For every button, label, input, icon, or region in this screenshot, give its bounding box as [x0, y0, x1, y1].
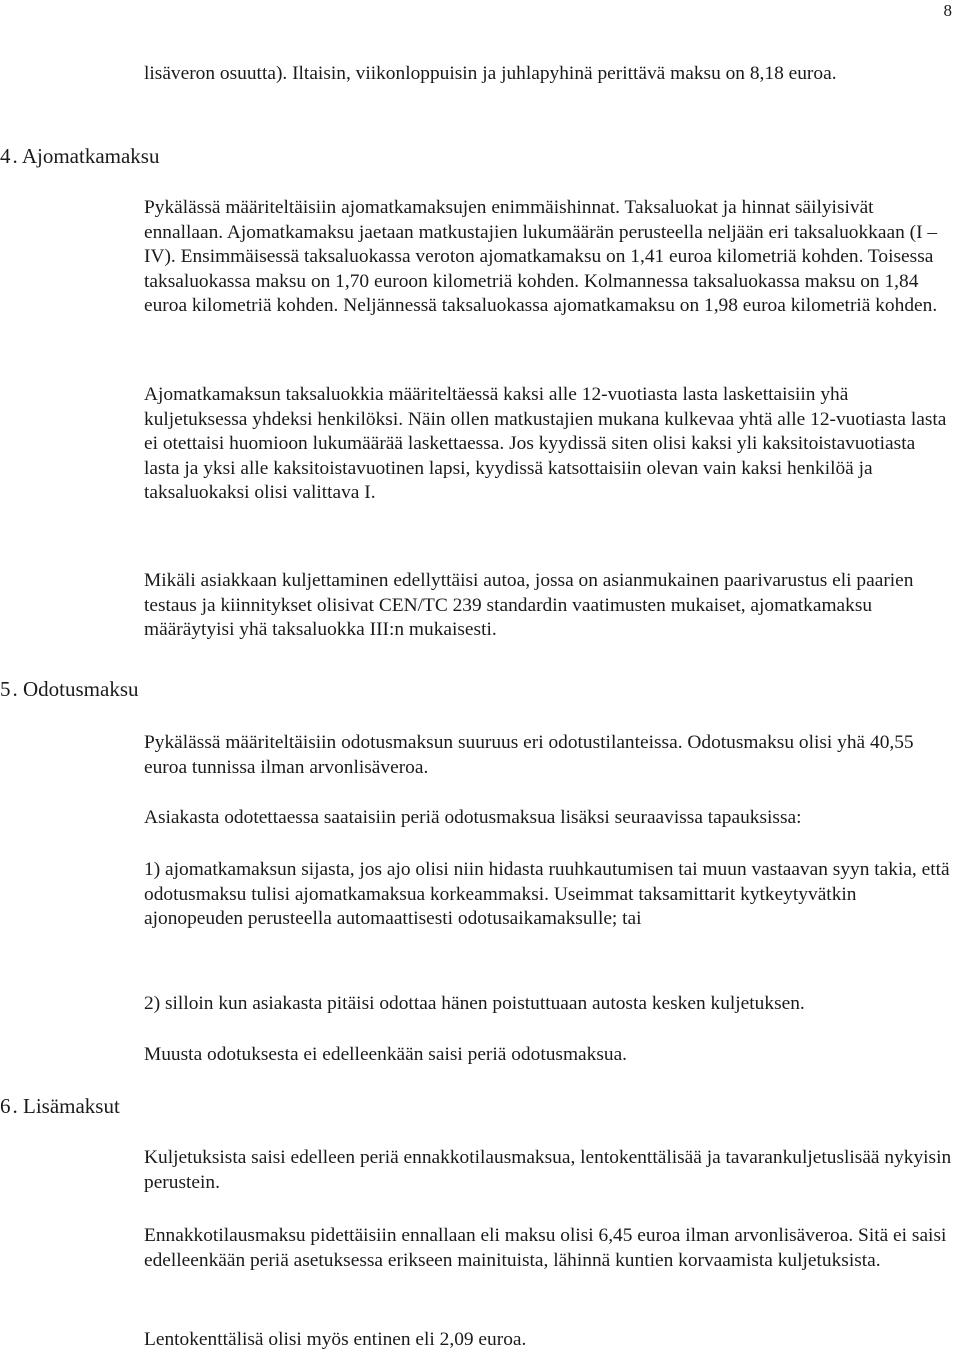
section-number: 5 — [0, 677, 11, 701]
paragraph-continuation: lisäveron osuutta). Iltaisin, viikonloppuisin ja juhlapyhinä perittävä maksu on 8,18 euroa. — [144, 63, 837, 84]
section-heading-5 — [0, 677, 139, 702]
paragraph-children-counting: Ajomatkamaksun taksaluokkia määriteltäessä kaksi alle 12-vuotiasta lasta laskettaisiin yhä kuljetuksessa yhdeksi henkilöksi. Näin ollen matkustajien mukana kulkevaa yhtä alle 12-vuotiasta lasta ei otettaisi huomioon lukumäärää laskettaessa. Jos kyydissä siten olisi kaksi yli kaksitoistavuotiasta lasta ja yksi alle kaksitoistavuotinen lapsi, kyydissä katsottaisiin olevan vain kaksi henkilöä ja taksaluokaksi olisi valittava I. — [144, 384, 947, 503]
paragraph-airport-surcharge: Lentokenttälisä olisi myös entinen eli 2,09 euroa. — [144, 1329, 527, 1350]
section-title: . Lisämaksut — [12, 1094, 120, 1118]
paragraph-waiting-cases: Asiakasta odotettaessa saataisiin periä odotusmaksua lisäksi seuraavissa tapauksissa: — [144, 807, 802, 828]
paragraph-prebooking-fee: Ennakkotilausmaksu pidettäisiin ennallaan eli maksu olisi 6,45 euroa ilman arvonlisäveroa. Sitä ei saisi edelleenkään periä asetuksessa erikseen mainituista, lähinnä kuntien korvaamista kuljetuksista. — [144, 1225, 947, 1271]
paragraph-case-2: 2) silloin kun asiakasta pitäisi odottaa hänen poistuttuaan autosta kesken kuljetuksen. — [144, 993, 805, 1014]
paragraph-fare-classes: Pykälässä määriteltäisiin ajomatkamaksujen enimmäishinnat. Taksaluokat ja hinnat säilyisivät ennallaan. Ajomatkamaksu jaetaan matkustajien lukumäärän perusteella neljään eri taksaluokkaan (I – IV). Ensimmäisessä taksaluokassa veroton ajomatkamaksu on 1,41 euroa kilometriä kohden. Toisessa taksaluokassa maksu on 1,70 euroon kilometriä kohden. Kolmannessa taksaluokassa maksu on 1,84 euroa kilometriä kohden. Neljännessä taksaluokassa ajomatkamaksu on 1,98 euroa kilometriä kohden. — [144, 197, 938, 316]
section-heading-6 — [0, 1094, 120, 1119]
paragraph-stretcher-vehicle: Mikäli asiakkaan kuljettaminen edellyttäisi autoa, jossa on asianmukainen paarivarustus eli paarien testaus ja kiinnitykset olisivat CEN/TC 239 standardin vaatimusten mukaiset, ajomatkamaksu määräytyisi yhä taksaluokka III:n mukaisesti. — [144, 570, 914, 640]
section-number: 4 — [0, 144, 11, 168]
paragraph-surcharges: Kuljetuksista saisi edelleen periä ennakkotilausmaksua, lentokenttälisää ja tavarankuljetuslisää nykyisin perustein. — [144, 1147, 952, 1193]
page-number: 8 — [943, 1, 952, 20]
paragraph-other-waiting: Muusta odotuksesta ei edelleenkään saisi periä odotusmaksua. — [144, 1044, 628, 1065]
section-title: . Odotusmaksu — [12, 677, 139, 701]
section-heading-4 — [0, 144, 159, 169]
paragraph-waiting-fee: Pykälässä määriteltäisiin odotusmaksun suuruus eri odotustilanteissa. Odotusmaksu olisi yhä 40,55 euroa tunnissa ilman arvonlisäveroa. — [144, 732, 914, 778]
section-number: 6 — [0, 1094, 11, 1118]
section-title: . Ajomatkamaksu — [12, 144, 160, 168]
paragraph-case-1: 1) ajomatkamaksun sijasta, jos ajo olisi niin hidasta ruuhkautumisen tai muun vastaavan syyn takia, että odotusmaksu tulisi ajomatkamaksua korkeammaksi. Useimmat taksamittarit kytkeytyvätkin ajonopeuden perusteella automaattisesti odotusaikamaksulle; tai — [144, 859, 950, 929]
